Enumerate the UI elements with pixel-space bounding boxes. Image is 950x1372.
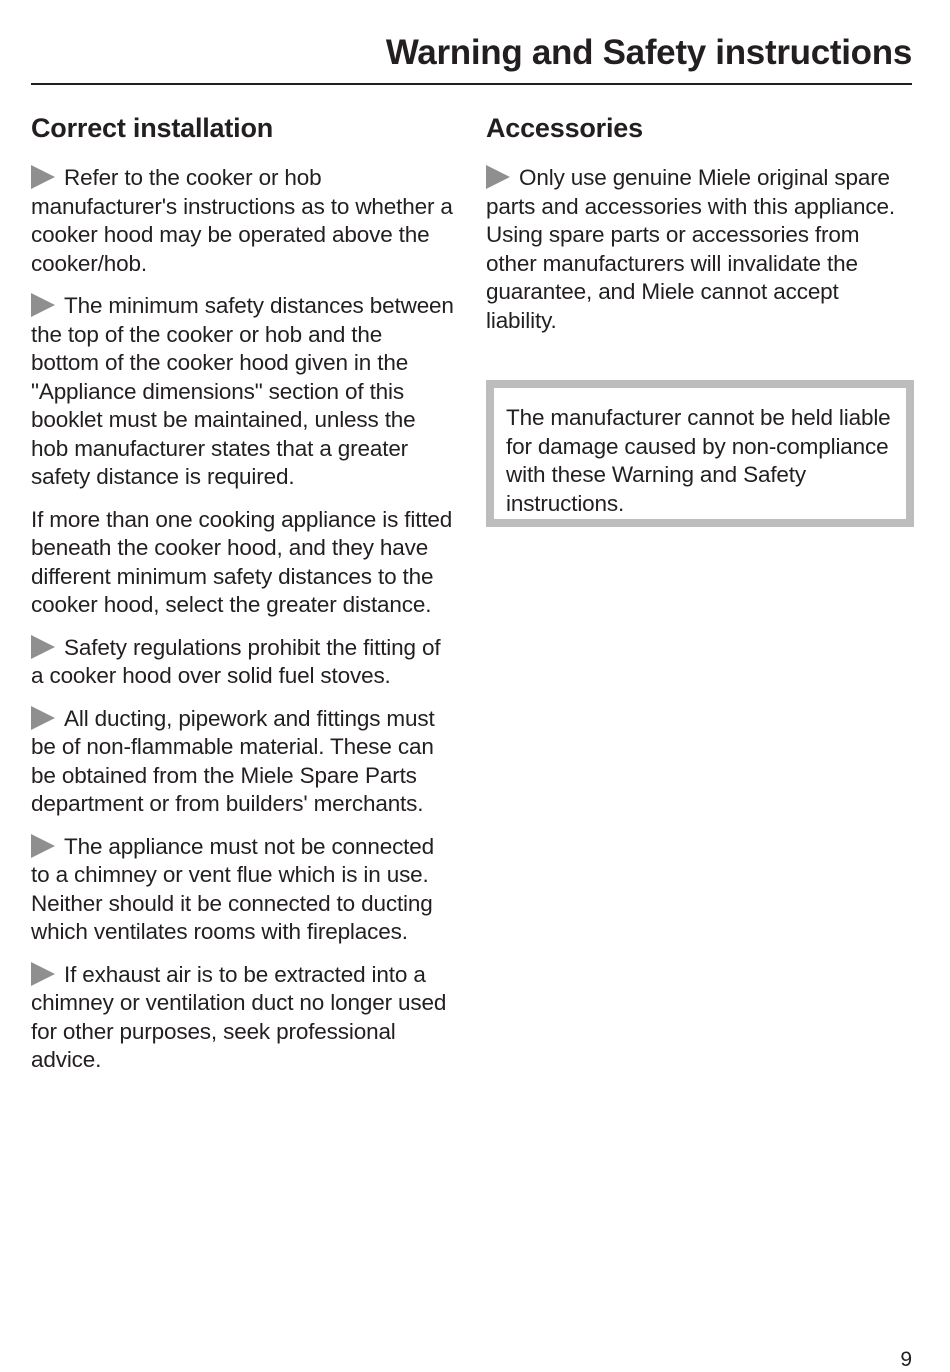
- paragraph-text: Safety regulations prohibit the fitting of a cooker hood over solid fuel stoves.: [31, 634, 441, 688]
- accessories-section: [486, 108, 914, 349]
- paragraph: [31, 164, 456, 278]
- page-title: Warning and Safety instructions: [385, 33, 912, 72]
- paragraph: [31, 506, 456, 620]
- triangle-right-icon: [31, 165, 55, 189]
- paragraph: [31, 833, 456, 947]
- paragraph: [486, 164, 914, 335]
- liability-note-box: [486, 380, 914, 527]
- triangle-right-icon: [31, 293, 55, 317]
- paragraph-text: The minimum safety distances between the top of the cooker or hob and the bottom of the cooker hood given in the "Appliance dimensions" section of this booklet must be maintained, unless the hob manufacturer states that a greater safety distance is required.: [31, 293, 454, 489]
- paragraph-text: The appliance must not be connected to a chimney or vent flue which is in use. Neither should it be connected to ducting which ventilates rooms with fireplaces.: [31, 833, 434, 944]
- section-heading-accessories: Accessories: [486, 113, 643, 143]
- section-heading-correct-installation: Correct installation: [31, 113, 274, 143]
- page-number: 9: [900, 1348, 912, 1371]
- triangle-right-icon: [31, 962, 55, 986]
- triangle-right-icon: [31, 834, 55, 858]
- paragraph-text: Refer to the cooker or hob manufacturer's instructions as to whether a cooker hood may be operated above the cooker/hob.: [31, 165, 453, 276]
- header-divider: [31, 83, 912, 85]
- paragraph-text: If exhaust air is to be extracted into a chimney or ventilation duct no longer used for other purposes, seek professional advice.: [31, 961, 447, 1072]
- paragraph-text: All ducting, pipework and fittings must be of non-flammable material. These can be obtained from the Miele Spare Parts department or from builders' merchants.: [31, 705, 435, 816]
- triangle-right-icon: [31, 706, 55, 730]
- paragraph: [31, 634, 456, 691]
- correct-installation-section: [31, 108, 456, 1089]
- paragraph-text: If more than one cooking appliance is fitted beneath the cooker hood, and they have different minimum safety distances to the cooker hood, select the greater distance.: [31, 506, 453, 617]
- paragraph: [31, 961, 456, 1075]
- paragraph-text: Only use genuine Miele original spare parts and accessories with this appliance. Using spare parts or accessories from other manufacturers will invalidate the guarantee, and Miele cannot accept liability.: [486, 165, 895, 333]
- note-text: The manufacturer cannot be held liable for damage caused by non-compliance with these Warning and Safety instructions.: [506, 405, 891, 516]
- triangle-right-icon: [31, 635, 55, 659]
- triangle-right-icon: [486, 165, 510, 189]
- paragraph: [31, 705, 456, 819]
- paragraph: [31, 292, 456, 492]
